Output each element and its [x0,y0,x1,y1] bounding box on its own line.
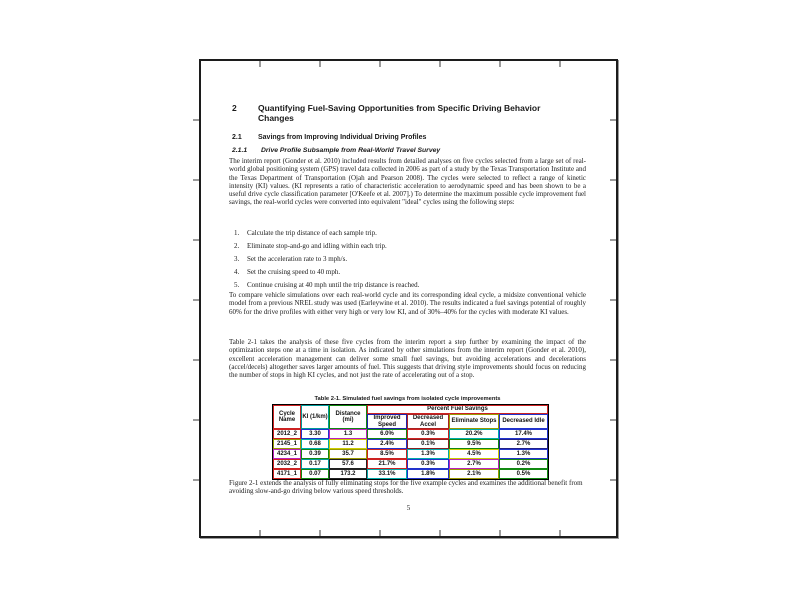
list-item-number: 2. [234,241,240,250]
table-cell-row2-col6: 1.3% [499,449,548,459]
table-cell-row1-col6: 2.7% [499,439,548,449]
chapter-title: Quantifying Fuel-Saving Opportunities from Specific Driving Behavior Changes [258,103,541,123]
list-item-number: 4. [234,267,240,276]
col-header-improved-speed: Improved Speed [367,414,407,429]
table-cell-row1-col5: 9.5% [449,439,499,449]
list-item-number: 1. [234,229,240,237]
table-cell-row0-col3: 6.0% [367,429,407,439]
table-cell-row3-col4: 0.3% [407,459,449,469]
section-heading [232,134,426,142]
col-header-cycle-name: Cycle Name [273,405,301,429]
table-cell-row0-col6: 17.4% [499,429,548,439]
table-cell-row4-col4: 1.8% [407,469,449,479]
list-item-text: Eliminate stop-and-go and idling within each trip. [247,241,387,250]
table-cell-row2-col0: 4234_1 [273,449,301,459]
table-cell-row3-col5: 2.7% [449,459,499,469]
registration-ticks-left [193,61,199,536]
table-cell-row4-col5: 2.1% [449,469,499,479]
registration-ticks-top [201,61,616,67]
table-cell-row0-col1: 3.30 [301,429,329,439]
page-number: 5 [406,504,411,512]
table-cell-row1-col0: 2145_1 [273,439,301,449]
registration-ticks-bottom [201,530,616,536]
table-cell-row0-col4: 0.3% [407,429,449,439]
list-item-text: Continue cruising at 40 mph until the trip distance is reached. [247,280,420,289]
chapter-number: 2 [232,103,237,113]
body-paragraph-2: To compare vehicle simulations over each real-world cycle and its corresponding ideal cycle, a midsize conventional vehicle model from a previous NREL study was used (Earleywine et al. 2010). The results indicated a fuel savings potential of roughly 60% for the drive profiles with either very high or very low KI, and of 30%–40% for the cycles with moderate KI values. [229,291,586,316]
body-paragraph-3: Table 2-1 takes the analysis of these five cycles from the interim report a step further by examining the impact of the optimization steps one at a time in isolation. As indicated by other simulations from the interim report (Gonder et al. 2010), excellent acceleration management can deliver some small fuel savings, but avoiding accelerations and decelerations (accel/decels) altogether saves larger amounts of fuel. This suggests that driving style improvements should focus on reducing the number of stops in high KI cycles, and not just the rate of accelerating out of a stop. [229,338,586,380]
col-header-decreased-accel: Decreased Accel [407,414,449,429]
table-cell-row2-col4: 1.3% [407,449,449,459]
table-cell-row3-col3: 21.7% [367,459,407,469]
table-cell-row3-col6: 0.2% [499,459,548,469]
col-header-decreased-idle: Decreased Idle [499,414,548,429]
list-item-number: 3. [234,254,240,263]
list-item-text: Set the acceleration rate to 3 mph/s. [247,254,348,263]
table-cell-row1-col3: 2.4% [367,439,407,449]
subsection-number: 2.1.1 [232,147,248,154]
fuel-savings-table [272,404,549,480]
table-cell-row2-col3: 8.5% [367,449,407,459]
table-cell-row0-col2: 1.3 [329,429,367,439]
ideal-cycle-steps-list [234,229,586,294]
table-cell-row4-col3: 33.1% [367,469,407,479]
body-paragraph-4: Figure 2-1 extends the analysis of fully eliminating stops for the five example cycles and examines the additional benefit from avoiding slow-and-go driving below various speed thresholds. [229,479,583,496]
table-cell-row4-col2: 173.2 [329,469,367,479]
table-cell-row0-col5: 20.2% [449,429,499,439]
col-header-distance: Distance (mi) [329,405,367,429]
section-number: 2.1 [232,134,242,141]
col-header-ki: KI (1/km) [301,405,329,429]
chapter-heading [232,103,572,123]
subsection-title: Drive Profile Subsample from Real-World Travel Survey [261,147,441,154]
col-header-percent-fuel-savings: Percent Fuel Savings [367,405,548,414]
body-paragraph-1: The interim report (Gonder et al. 2010) included results from detailed analyses on five cycles selected from a large set of real-world global positioning system (GPS) travel data collected in 2006 as part of a study by the Texas Transportation Institute and the Texas Department of Transportation (Ojah and Pearson 2008). The cycles were selected to reflect a range of kinetic intensity (KI) values. (KI represents a ratio of characteristic acceleration to aerodynamic speed and has been shown to be a useful drive cycle classification parameter [O'Keefe et al. 2007].) To determine the maximum possible cycle improvement fuel savings, the real-world cycles were converted into equivalent "ideal" cycles using the following steps: [229,157,586,207]
table-cell-row3-col2: 57.6 [329,459,367,469]
list-item-number: 5. [234,280,240,289]
report-page [199,59,618,538]
list-item [234,268,586,276]
subsection-heading [232,147,440,155]
list-item-text: Calculate the trip distance of each sample trip. [247,229,377,237]
col-header-eliminate-stops: Eliminate Stops [449,414,499,429]
table-cell-row2-col5: 4.5% [449,449,499,459]
table-cell-row1-col4: 0.1% [407,439,449,449]
table-caption: Table 2-1. Simulated fuel savings from isolated cycle improvements [314,396,501,402]
table-cell-row3-col0: 2032_2 [273,459,301,469]
list-item [234,281,586,289]
table-cell-row4-col1: 0.07 [301,469,329,479]
fuel-savings-table-grid [273,405,548,479]
table-cell-row4-col6: 0.5% [499,469,548,479]
table-cell-row3-col1: 0.17 [301,459,329,469]
list-item [234,255,586,263]
list-item-text: Set the cruising speed to 40 mph. [247,267,341,276]
registration-ticks-right [610,61,616,536]
table-cell-row2-col1: 0.39 [301,449,329,459]
table-cell-row4-col0: 4171_1 [273,469,301,479]
table-cell-row2-col2: 35.7 [329,449,367,459]
table-cell-row1-col2: 11.2 [329,439,367,449]
list-item [234,229,586,237]
section-title: Savings from Improving Individual Driving Profiles [258,134,427,141]
list-item [234,242,586,250]
table-cell-row0-col0: 2012_2 [273,429,301,439]
table-cell-row1-col1: 0.68 [301,439,329,449]
